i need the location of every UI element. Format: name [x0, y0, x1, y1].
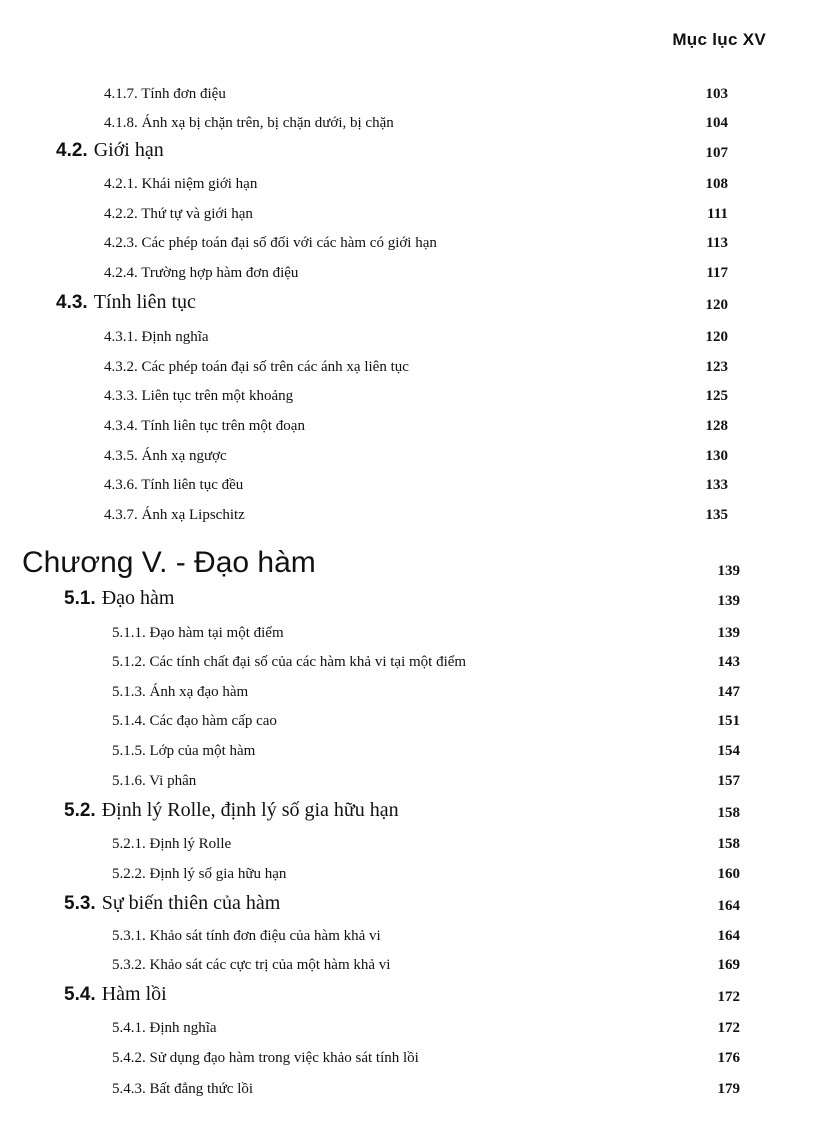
page-number: 158	[717, 836, 740, 852]
section-heading	[64, 587, 174, 610]
toc-subsection	[0, 829, 816, 857]
section-title: Tính liên tục	[93, 291, 196, 313]
toc-subsection	[0, 411, 816, 439]
toc-subsection	[0, 950, 816, 978]
page-number: 139	[717, 563, 740, 579]
subsection-title: 4.2.4. Trường hợp hàm đơn điệu	[104, 265, 299, 281]
page-number: 164	[717, 928, 740, 944]
section-number: 4.2.	[56, 140, 88, 161]
page-number: 120	[705, 297, 728, 313]
subsection-title: 5.3.2. Khảo sát các cực trị của một hàm khả vi	[112, 957, 391, 973]
toc-chapter	[0, 544, 816, 584]
page-number: 160	[717, 866, 740, 882]
toc-subsection	[0, 647, 816, 675]
toc-subsection	[0, 921, 816, 949]
subsection-title: 5.4.3. Bất đẳng thức lồi	[112, 1081, 254, 1097]
toc-subsection	[0, 352, 816, 380]
page-number: 157	[717, 773, 740, 789]
subsection-title: 4.3.5. Ánh xạ ngược	[104, 448, 227, 464]
section-heading	[64, 983, 167, 1006]
subsection-title: 5.1.6. Vi phân	[112, 773, 197, 789]
subsection-title: 5.1.1. Đạo hàm tại một điểm	[112, 625, 284, 641]
page-number: 179	[717, 1081, 740, 1097]
toc-section	[0, 798, 816, 826]
section-heading	[56, 139, 164, 162]
subsection-title: 5.2.2. Định lý số gia hữu hạn	[112, 866, 287, 882]
subsection-title: 5.1.4. Các đạo hàm cấp cao	[112, 713, 277, 729]
page-number: 176	[717, 1050, 740, 1066]
toc-subsection	[0, 1043, 816, 1071]
page-number: 169	[717, 957, 740, 973]
page-number: 113	[706, 235, 728, 251]
toc-subsection	[0, 470, 816, 498]
subsection-title: 4.3.1. Định nghĩa	[104, 329, 209, 345]
toc-subsection	[0, 859, 816, 887]
toc-section	[0, 891, 816, 919]
toc-subsection	[0, 1074, 816, 1102]
subsection-title: 4.2.3. Các phép toán đại số đối với các hàm có giới hạn	[104, 235, 437, 251]
section-title: Sự biến thiên của hàm	[101, 892, 281, 914]
toc-subsection	[0, 441, 816, 469]
toc-subsection	[0, 1013, 816, 1041]
subsection-title: 4.1.8. Ánh xạ bị chặn trên, bị chặn dưới, bị chặn	[104, 115, 394, 131]
section-title: Định lý Rolle, định lý số gia hữu hạn	[101, 799, 399, 821]
toc-subsection	[0, 677, 816, 705]
section-number: 5.1.	[64, 588, 96, 609]
subsection-title: 4.3.4. Tính liên tục trên một đoạn	[104, 418, 305, 434]
page-number: 107	[705, 145, 728, 161]
section-number: 4.3.	[56, 292, 88, 313]
subsection-title: 4.2.2. Thứ tự và giới hạn	[104, 206, 253, 222]
page-number: 133	[705, 477, 728, 493]
subsection-title: 5.3.1. Khảo sát tính đơn điệu của hàm khả vi	[112, 928, 381, 944]
section-heading	[64, 799, 399, 822]
page-header: Mục lục XV	[672, 30, 766, 49]
page-number: 123	[705, 359, 728, 375]
toc-subsection	[0, 618, 816, 646]
subsection-title: 4.2.1. Khái niệm giới hạn	[104, 176, 258, 192]
section-title: Đạo hàm	[101, 587, 175, 609]
toc-subsection	[0, 381, 816, 409]
toc-subsection	[0, 228, 816, 256]
page-number: 117	[706, 265, 728, 281]
page-number: 172	[717, 1020, 740, 1036]
page-number: 103	[705, 86, 728, 102]
toc-subsection	[0, 706, 816, 734]
toc-subsection	[0, 108, 816, 136]
subsection-title: 4.3.2. Các phép toán đại số trên các ánh xạ liên tục	[104, 359, 409, 375]
toc-section	[0, 138, 816, 166]
page-number: 154	[717, 743, 740, 759]
toc-subsection	[0, 258, 816, 286]
section-heading	[56, 291, 196, 314]
toc-subsection	[0, 322, 816, 350]
toc-section	[0, 586, 816, 614]
section-number: 5.4.	[64, 984, 96, 1005]
toc-section	[0, 290, 816, 318]
page-number: 143	[717, 654, 740, 670]
toc-subsection	[0, 736, 816, 764]
toc-section	[0, 982, 816, 1010]
toc-subsection	[0, 199, 816, 227]
section-number: 5.2.	[64, 800, 96, 821]
toc-subsection	[0, 169, 816, 197]
chapter-title: Chương V. - Đạo hàm	[22, 546, 316, 579]
page-number: 139	[717, 593, 740, 609]
page-number: 108	[705, 176, 728, 192]
page-number: 139	[717, 625, 740, 641]
page-number: 147	[717, 684, 740, 700]
subsection-title: 5.4.2. Sử dụng đạo hàm trong việc khảo sát tính lồi	[112, 1050, 419, 1066]
page-number: 151	[717, 713, 740, 729]
page-number: 158	[717, 805, 740, 821]
toc-subsection	[0, 79, 816, 107]
section-heading	[64, 892, 280, 915]
subsection-title: 5.2.1. Định lý Rolle	[112, 836, 232, 852]
subsection-title: 4.1.7. Tính đơn điệu	[104, 86, 226, 102]
subsection-title: 5.1.2. Các tính chất đại số của các hàm khả vi tại một điểm	[112, 654, 467, 670]
subsection-title: 4.3.7. Ánh xạ Lipschitz	[104, 507, 245, 523]
page-number: 135	[705, 507, 728, 523]
section-title: Hàm lồi	[101, 983, 167, 1005]
page-number: 120	[705, 329, 728, 345]
page-number: 104	[705, 115, 728, 131]
page-number: 164	[717, 898, 740, 914]
subsection-title: 4.3.6. Tính liên tục đều	[104, 477, 244, 493]
subsection-title: 5.1.5. Lớp của một hàm	[112, 743, 256, 759]
section-title: Giới hạn	[93, 139, 164, 161]
page-number: 128	[705, 418, 728, 434]
page-number: 111	[707, 206, 728, 222]
page-number: 130	[705, 448, 728, 464]
subsection-title: 5.1.3. Ánh xạ đạo hàm	[112, 684, 249, 700]
section-number: 5.3.	[64, 893, 96, 914]
page-number: 125	[705, 388, 728, 404]
page-number: 172	[717, 989, 740, 1005]
subsection-title: 4.3.3. Liên tục trên một khoảng	[104, 388, 294, 404]
toc-subsection	[0, 500, 816, 528]
subsection-title: 5.4.1. Định nghĩa	[112, 1020, 217, 1036]
toc-subsection	[0, 766, 816, 794]
